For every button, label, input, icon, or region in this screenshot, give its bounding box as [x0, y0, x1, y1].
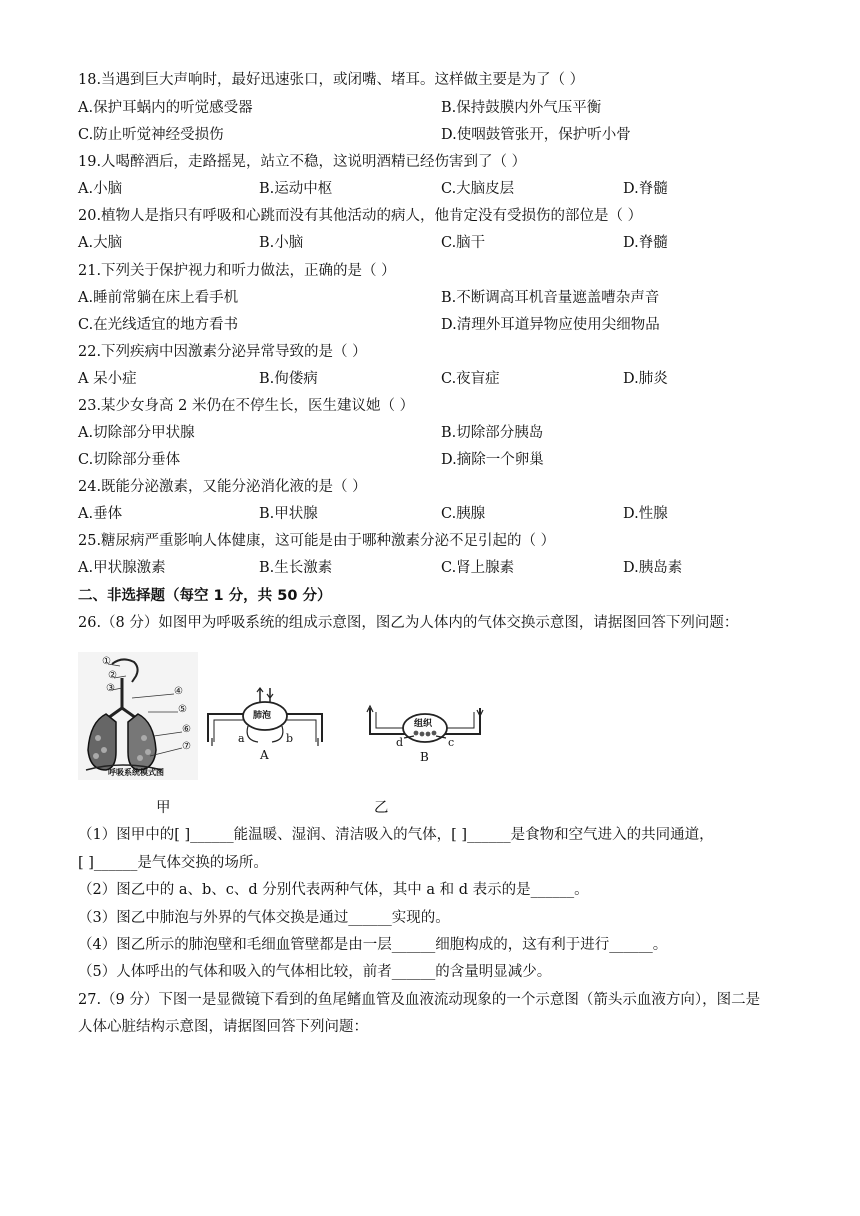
figure-label-7: ⑦	[182, 741, 191, 752]
question-26-stem: 26.（8 分）如图甲为呼吸系统的组成示意图，图乙为人体内的气体交换示意图，请据图回答下列问题：	[78, 615, 739, 631]
figure-label-3: ③	[106, 683, 115, 694]
question-18-option-a: A.保护耳蜗内的听觉感受器	[78, 100, 253, 116]
figure-jia-caption: 甲	[156, 800, 171, 816]
figure-label-2: ②	[108, 670, 117, 681]
question-19-option-a: A.小脑	[78, 181, 123, 197]
question-20-option-c: C.脑干	[441, 235, 486, 251]
question-20-option-b: B.小脑	[259, 235, 304, 251]
question-24-option-c: C.胰腺	[441, 506, 486, 522]
question-23-option-d: D.摘除一个卵巢	[441, 452, 544, 468]
question-19-option-b: B.运动中枢	[259, 181, 333, 197]
question-22-option-a: A 呆小症	[78, 371, 137, 387]
question-27-stem-line-1: 27.（9 分）下图一是显微镜下看到的鱼尾鳍血管及血液流动现象的一个示意图（箭头示血液方向），图二是	[78, 992, 761, 1008]
gas-label-c: c	[448, 736, 455, 749]
question-18-option-c: C.防止听觉神经受损伤	[78, 127, 224, 143]
question-25-stem: 25.糖尿病严重影响人体健康，这可能是由于哪种激素分泌不足引起的（ ）	[78, 533, 556, 549]
question-19-option-d: D.脊髓	[623, 181, 668, 197]
question-18-option-d: D.使咽鼓管张开，保护听小骨	[441, 127, 631, 143]
alveolus-label: 肺泡	[253, 711, 272, 721]
question-24-option-d: D.性腺	[623, 506, 668, 522]
question-22-option-c: C.夜盲症	[441, 371, 500, 387]
question-21-option-b: B.不断调高耳机音量遮盖嘈杂声音	[441, 290, 660, 306]
question-23-option-b: B.切除部分胰岛	[441, 425, 544, 441]
respiratory-system-figure	[78, 652, 198, 780]
question-24-option-a: A.垂体	[78, 506, 123, 522]
figure-b-label: B	[420, 750, 429, 764]
question-18-stem: 18.当遇到巨大声响时，最好迅速张口，或闭嘴、堵耳。这样做主要是为了（ ）	[78, 72, 585, 88]
question-22-option-d: D.肺炎	[623, 371, 668, 387]
question-25-option-a: A.甲状腺激素	[78, 560, 166, 576]
question-25-option-c: C.肾上腺素	[441, 560, 515, 576]
question-23-option-c: C.切除部分垂体	[78, 452, 181, 468]
alveolus-exchange-figure	[204, 686, 326, 766]
question-25-option-b: B.生长激素	[259, 560, 333, 576]
question-24-stem: 24.既能分泌激素，又能分泌消化液的是（ ）	[78, 479, 367, 495]
question-20-option-a: A.大脑	[78, 235, 123, 251]
question-27-stem-line-2: 人体心脏结构示意图，请据图回答下列问题：	[78, 1019, 368, 1035]
question-23-option-a: A.切除部分甲状腺	[78, 425, 195, 441]
question-26-part-1b: [ ]______是气体交换的场所。	[78, 855, 268, 871]
question-26-part-4: （4）图乙所示的肺泡壁和毛细血管壁都是由一层______细胞构成的，这有利于进行______。	[78, 937, 668, 953]
respiratory-figure-title: 呼吸系统模式图	[108, 767, 164, 777]
question-22-stem: 22.下列疾病中因激素分泌异常导致的是（ ）	[78, 344, 367, 360]
gas-label-a: a	[238, 732, 245, 745]
question-26-part-3: （3）图乙中肺泡与外界的气体交换是通过______实现的。	[78, 910, 450, 926]
question-26-part-2: （2）图乙中的 a、b、c、d 分别代表两种气体，其中 a 和 d 表示的是______。	[78, 882, 589, 898]
figure-a-label: A	[260, 748, 269, 762]
question-21-stem: 21.下列关于保护视力和听力做法，正确的是（ ）	[78, 263, 396, 279]
figure-yi-caption: 乙	[374, 800, 389, 816]
question-22-option-b: B.佝偻病	[259, 371, 318, 387]
question-20-stem: 20.植物人是指只有呼吸和心跳而没有其他活动的病人，他肯定没有受损伤的部位是（ ）	[78, 208, 643, 224]
question-21-option-c: C.在光线适宜的地方看书	[78, 317, 239, 333]
question-23-stem: 23.某少女身高 2 米仍在不停生长，医生建议她（ ）	[78, 398, 415, 414]
question-26-part-1a: （1）图甲中的[ ]______能温暖、湿润、清洁吸入的气体，[ ]______是食物和空气进入的共同通道，	[78, 827, 714, 843]
section-2-heading: 二、非选择题（每空 1 分，共 50 分）	[78, 588, 332, 604]
question-21-option-a: A.睡前常躺在床上看手机	[78, 290, 239, 306]
question-24-option-b: B.甲状腺	[259, 506, 318, 522]
figure-label-5: ⑤	[178, 704, 187, 715]
question-19-option-c: C.大脑皮层	[441, 181, 515, 197]
question-20-option-d: D.脊髓	[623, 235, 668, 251]
question-19-stem: 19.人喝醉酒后，走路摇晃，站立不稳，这说明酒精已经伤害到了（ ）	[78, 154, 527, 170]
tissue-exchange-figure	[364, 700, 486, 772]
question-18-option-b: B.保持鼓膜内外气压平衡	[441, 100, 602, 116]
figure-label-4: ④	[174, 686, 183, 697]
gas-label-d: d	[396, 736, 404, 749]
question-26-part-5: （5）人体呼出的气体和吸入的气体相比较，前者______的含量明显减少。	[78, 964, 552, 980]
tissue-label: 组织	[414, 719, 433, 729]
respiratory-system-drawing	[78, 652, 198, 780]
question-25-option-d: D.胰岛素	[623, 560, 683, 576]
question-21-option-d: D.清理外耳道异物应使用尖细物品	[441, 317, 660, 333]
figure-label-6: ⑥	[182, 724, 191, 735]
gas-label-b: b	[286, 732, 294, 745]
figure-label-1: ①	[102, 656, 111, 667]
